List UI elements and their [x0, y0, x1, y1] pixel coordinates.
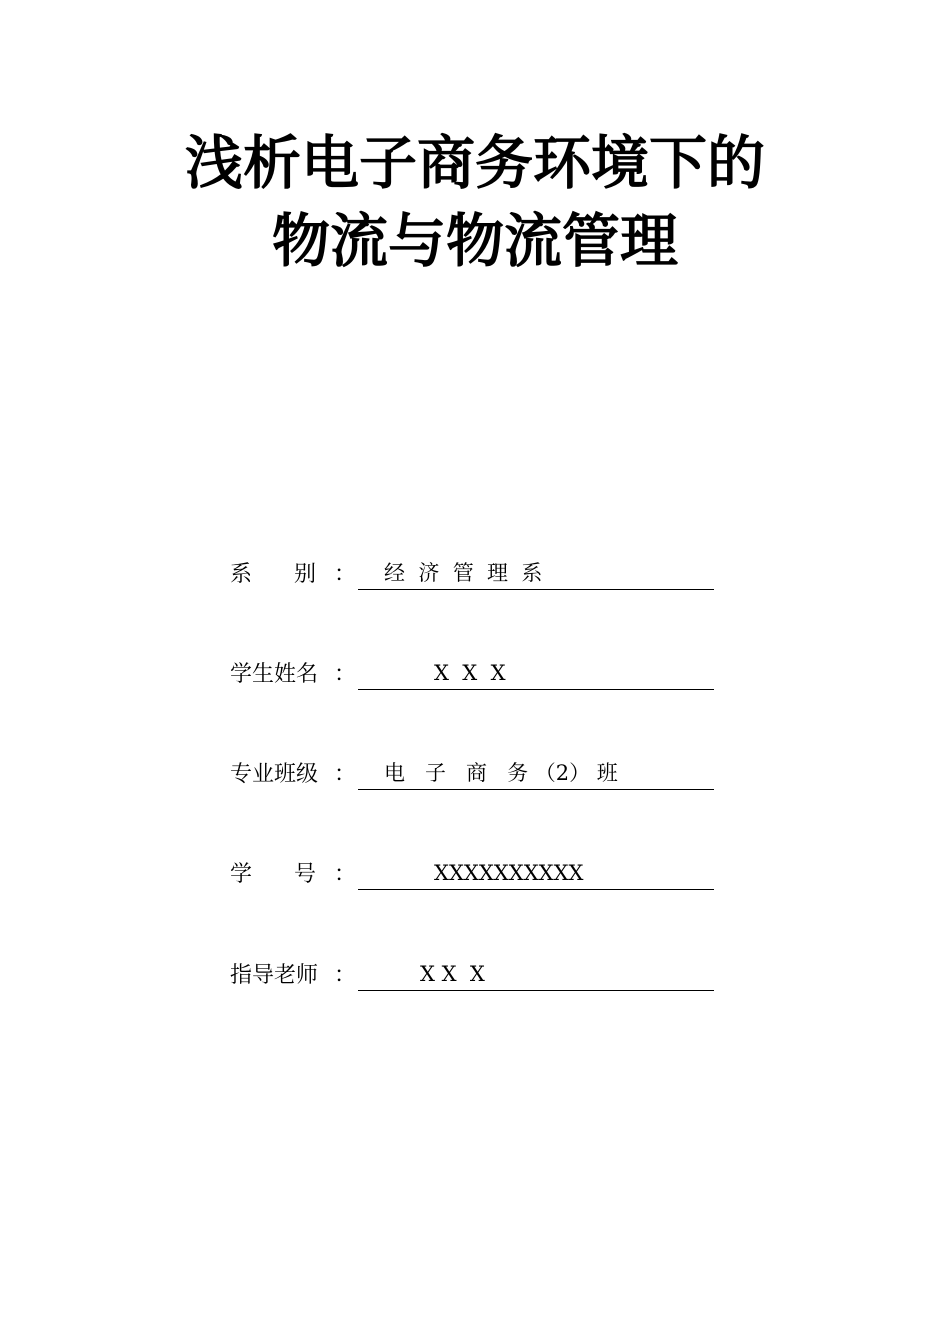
major-class-underline: [358, 759, 714, 790]
student-id-colon: ：: [334, 862, 357, 887]
advisor-colon: ：: [334, 963, 357, 988]
department-field: [230, 556, 720, 590]
advisor-underline: [358, 960, 714, 991]
student-name-value: X X X: [434, 661, 506, 685]
student-id-underline: [358, 859, 714, 890]
department-underline: [358, 559, 714, 590]
major-class-value: 电 子 商 务 （2） 班: [384, 761, 618, 785]
department-value: 经 济 管 理 系: [384, 561, 543, 585]
student-id-field: [230, 856, 720, 890]
page-title-line-1: 浅析电子商务环境下的: [184, 129, 765, 197]
department-colon: ：: [334, 562, 357, 587]
major-class-colon: ：: [334, 762, 357, 787]
advisor-field: [230, 957, 720, 991]
student-id-value: XXXXXXXXXX: [434, 861, 584, 885]
page-title-line-2: 物流与物流管理: [271, 207, 678, 275]
major-class-label: 专业班级: [230, 762, 319, 787]
student-id-label: 学 号: [230, 862, 316, 887]
advisor-label: 指导老师: [230, 963, 319, 988]
student-name-underline: [358, 659, 714, 690]
student-name-field: [230, 656, 720, 690]
student-name-colon: ：: [334, 662, 357, 687]
student-name-label: 学生姓名: [230, 662, 319, 687]
major-class-field: [230, 756, 720, 790]
department-label: 系 别: [230, 562, 316, 587]
advisor-value: X X X: [420, 962, 485, 986]
